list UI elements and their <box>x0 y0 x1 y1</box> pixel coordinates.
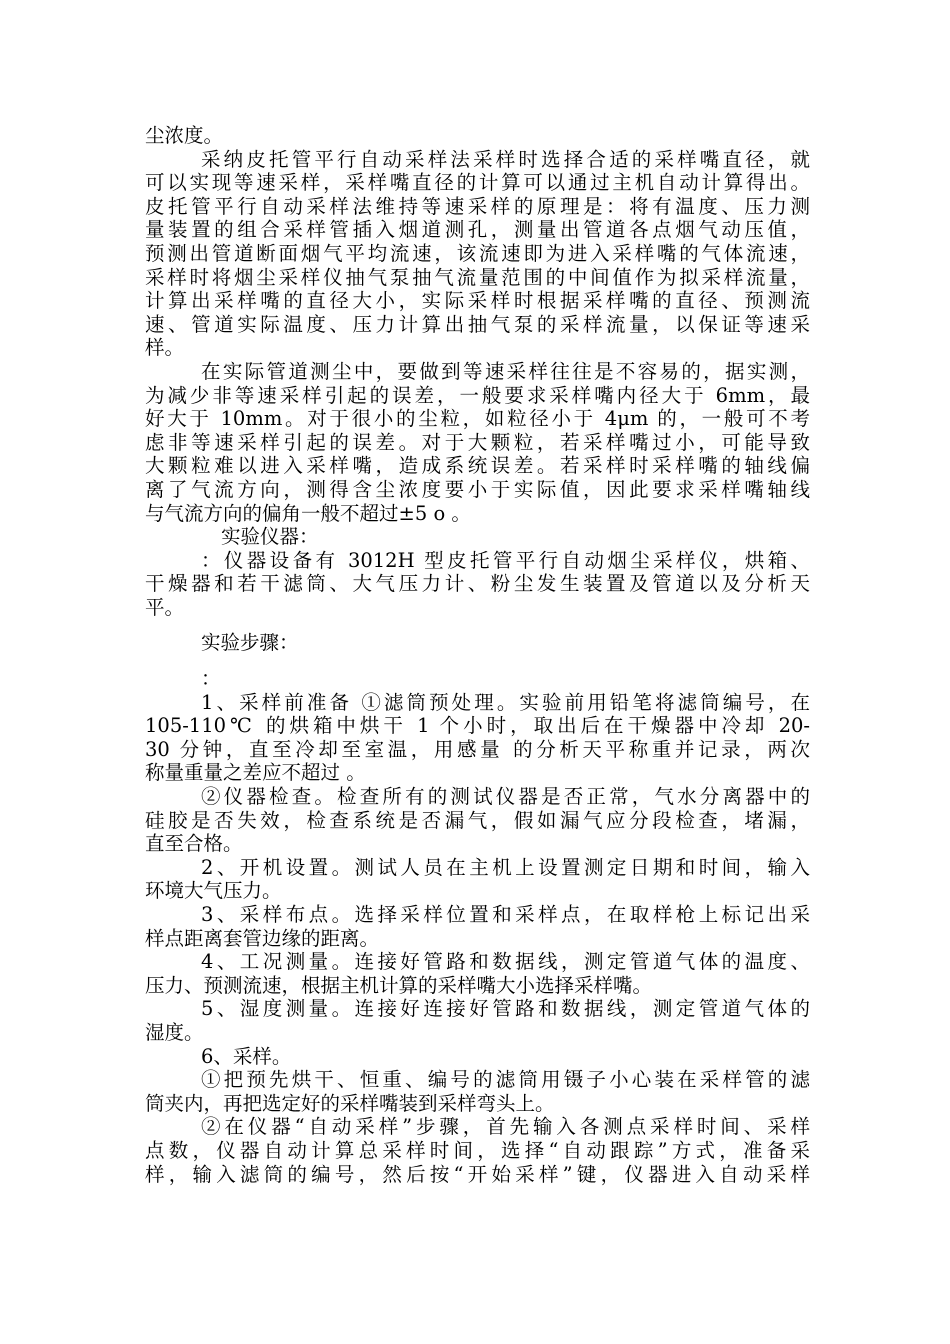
text-line: 筒夹内，再把选定好的采样嘴装到采样弯头上。 <box>145 1091 555 1115</box>
text-line: 皮托管平行自动采样法维持等速采样的原理是：将有温度、压力测 <box>145 194 810 218</box>
text-line: 压力、预测流速，根据主机计算的采样嘴大小选择采样嘴。 <box>145 973 653 997</box>
text-line: 4、工况测量。连接好管路和数据线，测定管道气体的温度、 <box>201 950 810 974</box>
text-line: 称量重量之差应不超过 。 <box>145 761 366 785</box>
text-line: 采纳皮托管平行自动采样法采样时选择合适的采样嘴直径，就 <box>201 147 810 171</box>
text-line: 尘浓度。 <box>145 124 224 147</box>
text-line: 30 分钟，直至冷却至室温，用感量 的分析天平称重并记录，两次 <box>145 737 810 761</box>
text-line: 5、湿度测量。连接好连接好管路和数据线，测定管道气体的 <box>201 997 810 1021</box>
text-line: 为减少非等速采样引起的误差，一般要求采样嘴内径大于 6mm，最 <box>145 383 810 407</box>
text-line: 环境大气压力。 <box>145 879 282 903</box>
text-line: 量装置的组合采样管插入烟道测孔，测量出管道各点烟气动压值， <box>145 218 810 242</box>
document-page <box>145 124 810 1186</box>
text-line: 硅胶是否失效，检查系统是否漏气，假如漏气应分段检查，堵漏， <box>145 808 810 832</box>
section-heading: 实验仪器： <box>221 525 319 549</box>
text-line: 平。 <box>145 595 185 619</box>
text-line: 点数，仪器自动计算总采样时间，选择“自动跟踪”方式，准备采 <box>145 1138 810 1162</box>
text-line: ②在仪器“自动采样”步骤，首先输入各测点采样时间、采样 <box>201 1115 810 1139</box>
text-line: 速、管道实际温度、压力计算出抽气泵的采样流量，以保证等速采 <box>145 312 810 336</box>
text-line: 湿度。 <box>145 1020 204 1044</box>
text-line: 在实际管道测尘中，要做到等速采样往往是不容易的，据实测， <box>201 359 810 383</box>
text-line: 计算出采样嘴的直径大小，实际采样时根据采样嘴的直径、预测流 <box>145 289 810 313</box>
text-line: 采样时将烟尘采样仪抽气泵抽气流量范围的中间值作为拟采样流量， <box>145 265 810 289</box>
text-line: 离了气流方向，测得含尘浓度要小于实际值，因此要求采样嘴轴线 <box>145 477 810 501</box>
text-line: 直至合格。 <box>145 832 243 856</box>
text-line: 样，输入滤筒的编号，然后按“开始采样”键，仪器进入自动采样 <box>145 1162 810 1186</box>
text-line: 可以实现等速采样，采样嘴直径的计算可以通过主机自动计算得出。 <box>145 171 810 195</box>
section-heading: 实验步骤： <box>201 631 299 655</box>
text-line: ： <box>201 667 221 691</box>
text-line: 105-110℃ 的烘箱中烘干 1 个小时，取出后在干燥器中冷却 20- <box>145 714 810 738</box>
text-line: 大颗粒难以进入采样嘴，造成系统误差。若采样时采样嘴的轴线偏 <box>145 454 810 478</box>
text-line: ①把预先烘干、恒重、编号的滤筒用镊子小心装在采样管的滤 <box>201 1068 810 1092</box>
text-line: ：仪器设备有 3012H 型皮托管平行自动烟尘采样仪，烘箱、 <box>201 548 810 572</box>
text-line: 2、开机设置。测试人员在主机上设置测定日期和时间，输入 <box>201 855 810 879</box>
text-line: 好大于 10mm。对于很小的尘粒，如粒径小于 4μm 的，一般可不考 <box>145 407 810 431</box>
text-line: 样。 <box>145 336 185 360</box>
text-line: 样点距离套管边缘的距离。 <box>145 926 380 950</box>
text-line: 与气流方向的偏角一般不超过±5 ο 。 <box>145 501 471 525</box>
text-line: 干燥器和若干滤筒、大气压力计、粉尘发生装置及管道以及分析天 <box>145 572 810 596</box>
text-line: ②仪器检查。检查所有的测试仪器是否正常，气水分离器中的 <box>201 785 810 809</box>
text-line: 虑非等速采样引起的误差。对于大颗粒，若采样嘴过小，可能导致 <box>145 430 810 454</box>
text-line: 3、采样布点。选择采样位置和采样点，在取样枪上标记出采 <box>201 903 810 926</box>
text-line: 6、采样。 <box>201 1044 292 1068</box>
text-line: 1、采样前准备 ①滤筒预处理。实验前用铅笔将滤筒编号，在 <box>201 690 810 714</box>
text-line: 预测出管道断面烟气平均流速，该流速即为进入采样嘴的气体流速， <box>145 241 810 265</box>
